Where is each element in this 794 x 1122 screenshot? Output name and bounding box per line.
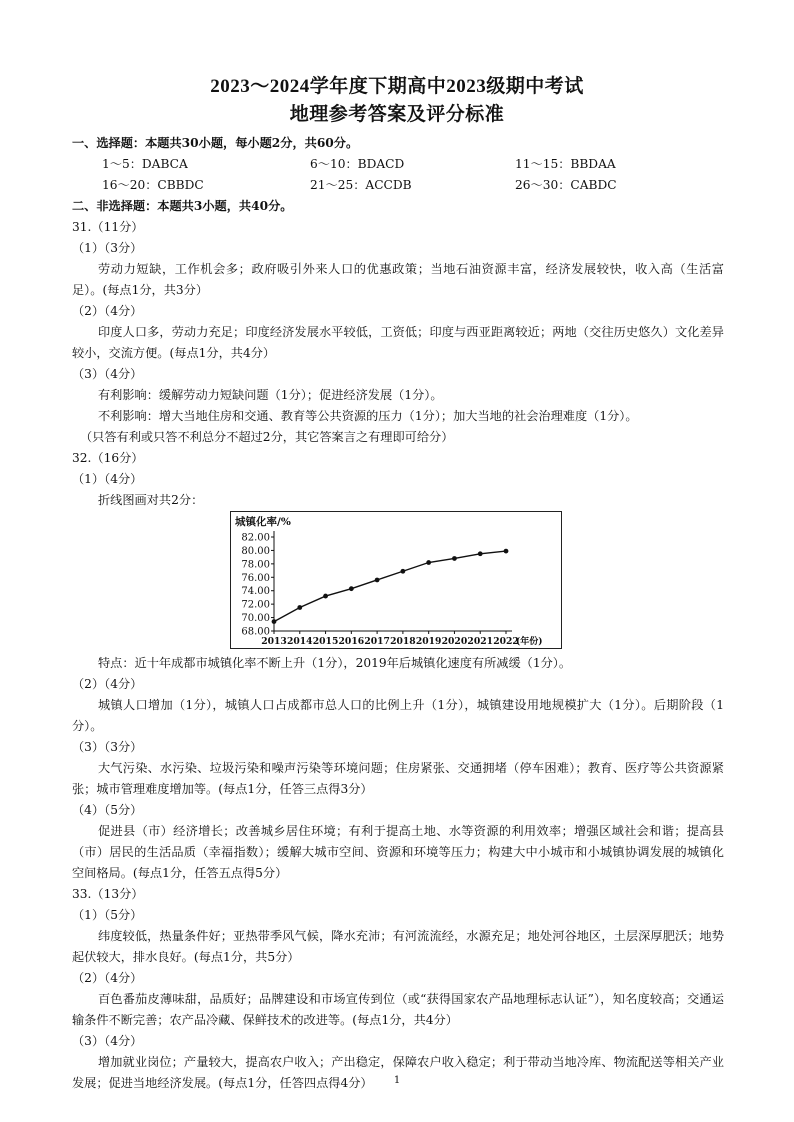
section1-heading: 一、选择题：本题共30小题，每小题2分，共60分。 [72, 136, 359, 150]
q31-label: 31.（11分） [72, 220, 144, 234]
x-tick-label: 2020 [441, 636, 468, 647]
q31-part1-text: 劳动力短缺，工作机会多；政府吸引外来人口的优惠政策；当地石油资源丰富，经济发展较快，收入高（生活富足）。(每点1分，共3分） [72, 262, 724, 297]
q33-label: 33.（13分） [72, 887, 144, 901]
q32-part2-text: 城镇人口增加（1分），城镇人口占成都市总人口的比例上升（1分），城镇建设用地规模扩大（1分）。后期阶段（1分）。 [72, 698, 724, 733]
y-tick-label: 78.00 [241, 559, 270, 571]
q31-part2-text: 印度人口多，劳动力充足；印度经济发展水平较低，工资低；印度与西亚距离较近；两地（交往历史悠久）文化差异较小，交流方便。(每点1分，共4分） [72, 325, 724, 360]
data-point [478, 551, 483, 556]
q33-part2-label: （2）（4分） [72, 971, 143, 985]
answer-group: 1～5：DABCA [102, 157, 188, 171]
x-tick-label: 2014 [286, 636, 313, 647]
x-tick-label: 2013 [261, 636, 287, 647]
urbanization-chart-wrap [72, 511, 724, 653]
x-tick-label: 2018 [390, 636, 416, 647]
data-point [375, 578, 380, 583]
data-point [504, 549, 509, 554]
q31-part3-label: （3）（4分） [72, 367, 143, 381]
x-tick-label: 2022 [493, 636, 519, 647]
document-body [72, 133, 724, 1094]
x-tick-label: 2017 [364, 636, 390, 647]
y-tick-label: 72.00 [241, 599, 270, 611]
q31-part2-label: （2）（4分） [72, 304, 143, 318]
answer-row-2 [72, 175, 724, 196]
q32-part3-text: 大气污染、水污染、垃圾污染和噪声污染等环境问题；住房紧张、交通拥堵（停车困难）；教育、医疗等公共资源紧张；城市管理难度增加等。(每点1分，任答三点得3分） [72, 761, 724, 796]
data-point [400, 569, 405, 574]
data-point [349, 586, 354, 591]
q32-part1-intro: 折线图画对共2分： [98, 493, 204, 507]
data-point [323, 594, 328, 599]
x-tick-label: 2021 [467, 636, 494, 647]
q33-part1-label: （1）（5分） [72, 908, 143, 922]
data-point [272, 619, 277, 624]
y-tick-label: 82.00 [241, 532, 270, 544]
data-point [452, 556, 457, 561]
data-point [426, 560, 431, 565]
answer-group: 21～25：ACCDB [310, 178, 412, 192]
answer-group: 11～15：BBDAA [515, 157, 616, 171]
q32-label: 32.（16分） [72, 451, 144, 465]
y-tick-label: 76.00 [241, 572, 270, 584]
q33-part2-text: 百色番茄皮薄味甜，品质好；品牌建设和市场宣传到位（或“获得国家农产品地理标志认证”），知名度较高；交通运输条件不断完善；农产品冷藏、保鲜技术的改进等。(每点1分，共4分） [72, 992, 724, 1027]
q32-part1-label: （1）（4分） [72, 472, 143, 486]
answer-row-1 [72, 154, 724, 175]
q33-part3-text: 增加就业岗位；产量较大，提高农户收入；产出稳定，保障农户收入稳定；利于带动当地冷库、物流配送等相关产业发展；促进当地经济发展。(每点1分，任答四点得4分） [72, 1055, 724, 1090]
q32-part4-label: （4）（5分） [72, 803, 143, 817]
chart-frame [231, 512, 562, 649]
answer-group: 6～10：BDACD [310, 157, 405, 171]
page-number: 1 [393, 1075, 401, 1086]
document-subtitle: 地理参考答案及评分标准 [289, 104, 505, 125]
y-tick-label: 80.00 [241, 545, 270, 557]
chart-title: 城镇化率/% [235, 516, 291, 528]
q32-part2-label: （2）（4分） [72, 677, 143, 691]
q32-part3-label: （3）（3分） [72, 740, 143, 754]
urbanization-line-chart [230, 511, 562, 649]
data-point [297, 605, 302, 610]
y-tick-label: 68.00 [241, 626, 270, 638]
document-title: 2023～2024学年度下期高中2023级期中考试 [210, 76, 584, 97]
x-tick-label: 2019 [415, 636, 442, 647]
answer-group: 26～30：CABDC [515, 178, 617, 192]
answer-group: 16～20：CBBDC [102, 178, 204, 192]
q32-part4-text: 促进县（市）经济增长；改善城乡居住环境；有利于提高土地、水等资源的利用效率；增强区域社会和谐；提高县（市）居民的生活品质（幸福指数）；缓解大城市空间、资源和环境等压力；构建大中小城市和小城镇协调发展的城镇化空间格局。(每点1分，任答五点得5分） [72, 824, 724, 880]
section2-heading: 二、非选择题：本题共3小题，共40分。 [72, 199, 293, 213]
q33-part1-text: 纬度较低，热量条件好；亚热带季风气候，降水充沛；有河流流经，水源充足；地处河谷地区，土层深厚肥沃；地势起伏较大，排水良好。(每点1分，共5分） [72, 929, 724, 964]
q31-part1-label: （1）（3分） [72, 241, 143, 255]
q31-part3-note: （只答有利或只答不利总分不超过2分，其它答案言之有理即可给分） [80, 430, 454, 444]
y-tick-label: 70.00 [241, 613, 270, 625]
q31-part3-negative: 不利影响：增大当地住房和交通、教育等公共资源的压力（1分）；加大当地的社会治理难度（1分）。 [98, 409, 638, 423]
q33-part3-label: （3）（4分） [72, 1034, 143, 1048]
x-axis-label: (年份) [516, 637, 543, 647]
y-tick-label: 74.00 [241, 586, 270, 598]
x-tick-label: 2016 [338, 636, 365, 647]
q31-part3-positive: 有利影响：缓解劳动力短缺问题（1分）；促进经济发展（1分）。 [98, 388, 443, 402]
x-tick-label: 2015 [312, 636, 339, 647]
q32-part1-feature: 特点：近十年成都市城镇化率不断上升（1分），2019年后城镇化速度有所减缓（1分）。 [98, 656, 572, 670]
